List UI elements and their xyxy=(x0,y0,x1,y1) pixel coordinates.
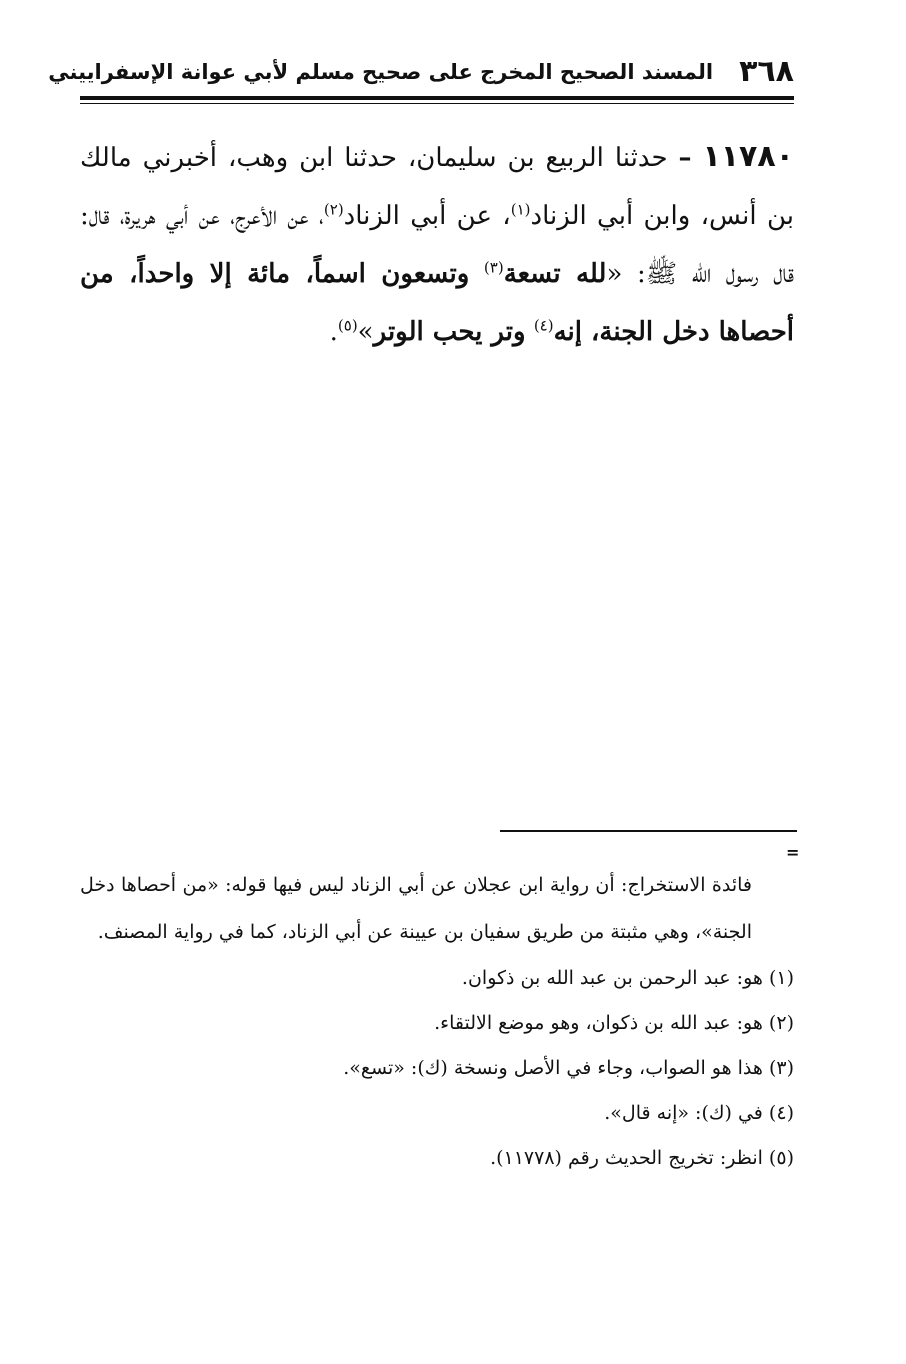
running-header xyxy=(48,50,794,92)
footnote-ref-2: (٢) xyxy=(323,200,344,219)
footnote-ref-5: (٥) xyxy=(337,316,358,335)
footnote-4: (٤) في (ك): «إنه قال». xyxy=(604,1102,794,1124)
hadith-matn-1: لله تسعة xyxy=(503,259,607,289)
header-rule-thin xyxy=(80,103,794,104)
hadith-close-quote: » xyxy=(357,317,374,347)
footnote-1: (١) هو: عبد الرحمن بن عبد الله بن ذكوان. xyxy=(461,967,794,989)
extraction-benefit-note: فائدة الاستخراج: أن رواية ابن عجلان عن أبي الزناد ليس فيها قوله: «من أحصاها دخل الجنة»، وهي مثبتة من طريق سفيان بن عيينة عن أبي الزناد، كما في رواية المصنف. xyxy=(80,874,752,943)
footnote-ref-3: (٣) xyxy=(483,258,504,277)
hadith-matn-2: وتسعون اسماً، مائة إلا واحداً، من أحصاها دخل الجنة، إنه xyxy=(80,259,794,347)
hadith-dash: – xyxy=(678,143,692,173)
page-number: ٣٦٨ xyxy=(739,54,794,89)
hadith-text xyxy=(80,128,794,361)
footnote-3: (٣) هذا هو الصواب، وجاء في الأصل ونسخة (ك): «تسع». xyxy=(343,1057,794,1079)
footnote-list xyxy=(80,956,794,1181)
footnote-ref-4: (٤) xyxy=(533,316,554,335)
hadith-isnad-2: ، عن أبي الزناد xyxy=(343,201,511,231)
continuation-mark: = xyxy=(786,843,800,862)
hadith-number: ١١٧٨٠ xyxy=(702,139,794,174)
running-title: المسند الصحيح المخرج على صحيح مسلم لأبي عوانة الإسفراييني xyxy=(48,60,714,84)
hadith-end: . xyxy=(329,317,338,347)
hadith-isnad-3: ، عن الأعرج، عن أبي هريرة، قال: قال رسول الله ﷺ: « xyxy=(80,201,794,289)
footnote-separator xyxy=(500,830,797,832)
header-rule-thick xyxy=(80,96,794,100)
hadith-isnad: حدثنا الربيع بن سليمان، حدثنا ابن وهب، أخبرني مالك بن أنس، وابن أبي الزناد xyxy=(80,143,794,231)
footnote-5: (٥) انظر: تخريج الحديث رقم (١١٧٧٨). xyxy=(490,1147,794,1169)
footnote-ref-1: (١) xyxy=(510,200,531,219)
hadith-matn-3: وتر يحب الوتر xyxy=(373,317,526,347)
footnotes xyxy=(80,862,794,1181)
footnote-2: (٢) هو: عبد الله بن ذكوان، وهو موضع الالتقاء. xyxy=(434,1012,794,1034)
